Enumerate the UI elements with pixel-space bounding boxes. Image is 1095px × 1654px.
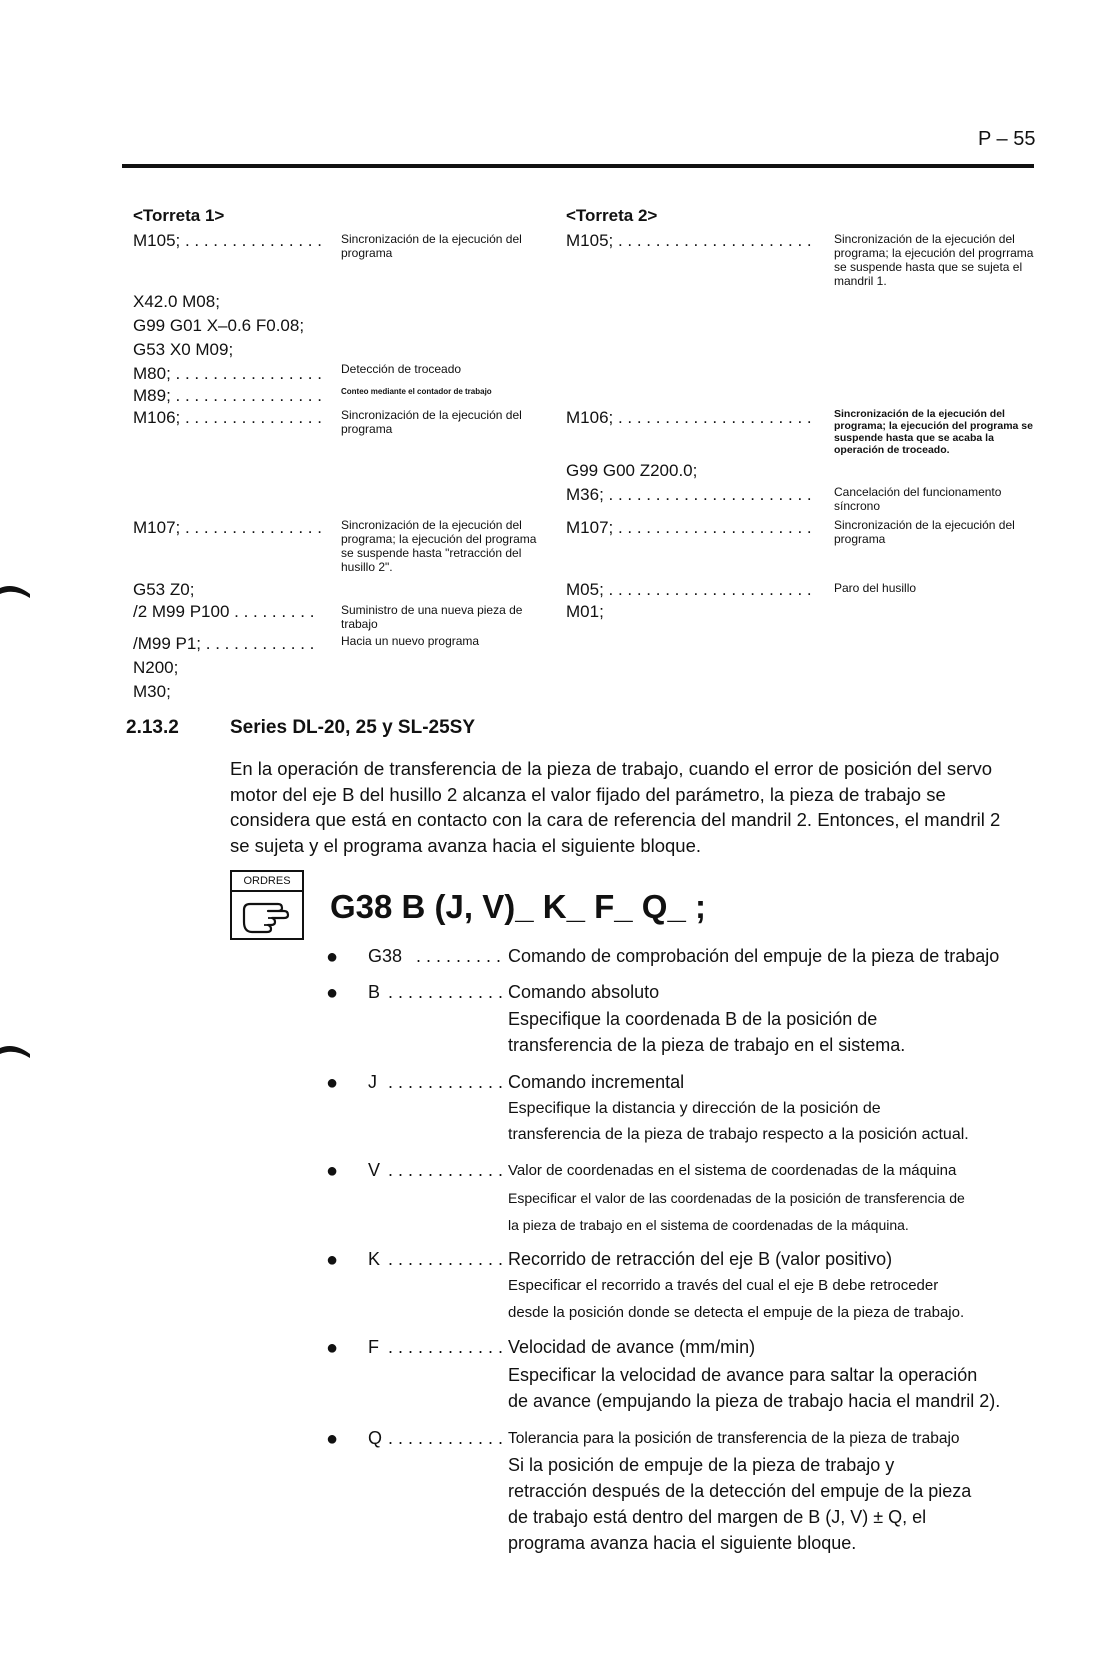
t1-code-m107: M107; . . . . . . . . . . . . . . .: [133, 518, 322, 537]
t1-note-m105: Sincronización de la ejecución del programa: [341, 232, 522, 260]
ordres-badge: [230, 870, 304, 940]
t1-note-m99p1: Hacia un nuevo programa: [341, 634, 480, 648]
t1-note-m107: Sincronización de la ejecución del programa; la ejecución del programa se suspende hasta "retracción del husillo 2".: [341, 518, 537, 574]
t2-note-m05: Paro del husillo: [834, 581, 917, 595]
t1-note-m106: Sincronización de la ejecución del programa: [341, 408, 522, 436]
t1-code-m89: M89; . . . . . . . . . . . . . . . .: [133, 386, 322, 405]
param-sub-f-2: de avance (empujando la pieza de trabajo hacia el mandril 2).: [508, 1391, 1001, 1411]
section-number: 2.13.2: [126, 717, 179, 738]
param-key-j: J: [368, 1072, 377, 1092]
param-desc-f: Velocidad de avance (mm/min): [508, 1337, 756, 1357]
t1-note-m89: Conteo mediante el contador de trabajo: [341, 387, 492, 396]
param-sub-b-2: transferencia de la pieza de trabajo en el sistema.: [508, 1035, 906, 1055]
t2-code-m105: M105; . . . . . . . . . . . . . . . . . . . . .: [566, 231, 812, 250]
t1-code-m105: M105; . . . . . . . . . . . . . . .: [133, 231, 322, 250]
param-dots-g38: . . . . . . . . .: [416, 946, 502, 966]
param-sub-f-1: Especificar la velocidad de avance para saltar la operación: [508, 1365, 978, 1385]
section-title: Series DL-20, 25 y SL-25SY: [230, 717, 476, 738]
param-dots-f: . . . . . . . . . . . .: [388, 1337, 504, 1357]
bullet: ●: [326, 1249, 339, 1271]
param-key-k: K: [368, 1249, 381, 1269]
param-desc-q: Tolerancia para la posición de transferencia de la pieza de trabajo: [508, 1430, 960, 1447]
param-dots-j: . . . . . . . . . . . .: [388, 1072, 504, 1092]
t1-code-m99p1: /M99 P1; . . . . . . . . . . . .: [133, 634, 315, 653]
t1-code-m99p100: /2 M99 P100 . . . . . . . . .: [133, 602, 315, 621]
bullet: ●: [326, 946, 339, 968]
bullet: ●: [326, 1337, 339, 1359]
param-desc-k: Recorrido de retracción del eje B (valor positivo): [508, 1249, 893, 1269]
t2-code-m36: M36; . . . . . . . . . . . . . . . . . . . . . .: [566, 485, 812, 504]
binding-hole-mark: [0, 582, 30, 608]
t1-code-g53x: G53 X0 M09;: [133, 340, 234, 359]
t1-code-g53z: G53 Z0;: [133, 580, 195, 599]
param-key-b: B: [368, 982, 381, 1002]
t1-code-m106: M106; . . . . . . . . . . . . . . .: [133, 408, 322, 427]
t2-code-g99: G99 G00 Z200.0;: [566, 461, 698, 480]
bullet: ●: [326, 1072, 339, 1094]
t1-note-m99p100: Suministro de una nueva pieza de trabajo: [341, 603, 523, 631]
param-sub-q-1: Si la posición de empuje de la pieza de trabajo y: [508, 1455, 895, 1475]
t2-note-m107: Sincronización de la ejecución del programa: [834, 518, 1015, 546]
t1-code-m30: M30;: [133, 682, 171, 701]
g38-formula: G38 B (J, V)_ K_ F_ Q_ ;: [330, 888, 706, 925]
bullet: ●: [326, 982, 339, 1004]
param-desc-v: Valor de coordenadas en el sistema de coordenadas de la máquina: [508, 1162, 957, 1179]
t2-code-m05: M05; . . . . . . . . . . . . . . . . . . . . . .: [566, 580, 812, 599]
header-rule: [122, 164, 1034, 168]
param-sub-q-4: programa avanza hacia el siguiente bloque.: [508, 1533, 857, 1553]
t1-code-g99: G99 G01 X–0.6 F0.08;: [133, 316, 305, 335]
t1-code-m80: M80; . . . . . . . . . . . . . . . .: [133, 364, 322, 383]
t1-code-x42: X42.0 M08;: [133, 292, 220, 311]
param-dots-q: . . . . . . . . . . . .: [388, 1428, 504, 1448]
param-dots-k: . . . . . . . . . . . .: [388, 1249, 504, 1269]
param-sub-j-1: Especifique la distancia y dirección de la posición de: [508, 1100, 881, 1117]
param-dots-v: . . . . . . . . . . . .: [388, 1160, 504, 1180]
param-sub-j-2: transferencia de la pieza de trabajo respecto a la posición actual.: [508, 1126, 969, 1143]
param-sub-k-2: desde la posición donde se detecta el empuje de la pieza de trabajo.: [508, 1304, 965, 1321]
param-key-f: F: [368, 1337, 379, 1357]
param-desc-b: Comando absoluto: [508, 982, 660, 1002]
t2-note-m36: Cancelación del funcionamento síncrono: [834, 485, 1002, 513]
param-key-g38: G38: [368, 946, 403, 966]
t2-note-m106: Sincronización de la ejecución del programa; la ejecución del programa se suspende hasta que se acaba la operación de troceado.: [834, 408, 1033, 456]
param-sub-v-2: la pieza de trabajo en el sistema de coordenadas de la máquina.: [508, 1217, 909, 1233]
param-sub-q-3: de trabajo está dentro del margen de B (J, V) ± Q, el: [508, 1507, 927, 1527]
param-sub-k-1: Especificar el recorrido a través del cual el eje B debe retroceder: [508, 1277, 939, 1294]
binding-hole-mark: [0, 1042, 30, 1068]
t2-code-m106: M106; . . . . . . . . . . . . . . . . . . . . .: [566, 408, 812, 427]
page-number: P – 55: [978, 128, 1036, 150]
param-desc-g38: Comando de comprobación del empuje de la pieza de trabajo: [508, 946, 1000, 966]
t2-code-m01: M01;: [566, 602, 604, 621]
ordres-label: ORDRES: [232, 872, 302, 892]
bullet: ●: [326, 1428, 339, 1450]
t1-code-n200: N200;: [133, 658, 179, 677]
section-paragraph: En la operación de transferencia de la pieza de trabajo, cuando el error de posición del servo motor del eje B del husillo 2 alcanza el valor fijado del parámetro, la pieza de trabajo se considera que está en contacto con la cara de referencia del mandril 2. Entonces, el mandril 2 se sujeta y el programa avanza hacia el siguiente bloque.: [230, 758, 1001, 856]
t1-note-m80: Detección de troceado: [341, 362, 462, 376]
t2-code-m107: M107; . . . . . . . . . . . . . . . . . . . . .: [566, 518, 812, 537]
param-dots-b: . . . . . . . . . . . .: [388, 982, 504, 1002]
param-sub-v-1: Especificar el valor de las coordenadas de la posición de transferencia de: [508, 1190, 965, 1206]
param-sub-b-1: Especifique la coordenada B de la posición de: [508, 1009, 878, 1029]
pointing-hand-icon: [238, 892, 296, 936]
torreta-1-header: <Torreta 1>: [133, 206, 225, 225]
torreta-2-header: <Torreta 2>: [566, 206, 658, 225]
param-key-q: Q: [368, 1428, 383, 1448]
param-key-v: V: [368, 1160, 381, 1180]
param-sub-q-2: retracción después de la detección del empuje de la pieza: [508, 1481, 972, 1501]
t2-note-m105: Sincronización de la ejecución del programa; la ejecución del progrrama se suspende hasta que se sujeta el mandril 1.: [834, 232, 1034, 288]
param-desc-j: Comando incremental: [508, 1072, 685, 1092]
bullet: ●: [326, 1160, 339, 1182]
